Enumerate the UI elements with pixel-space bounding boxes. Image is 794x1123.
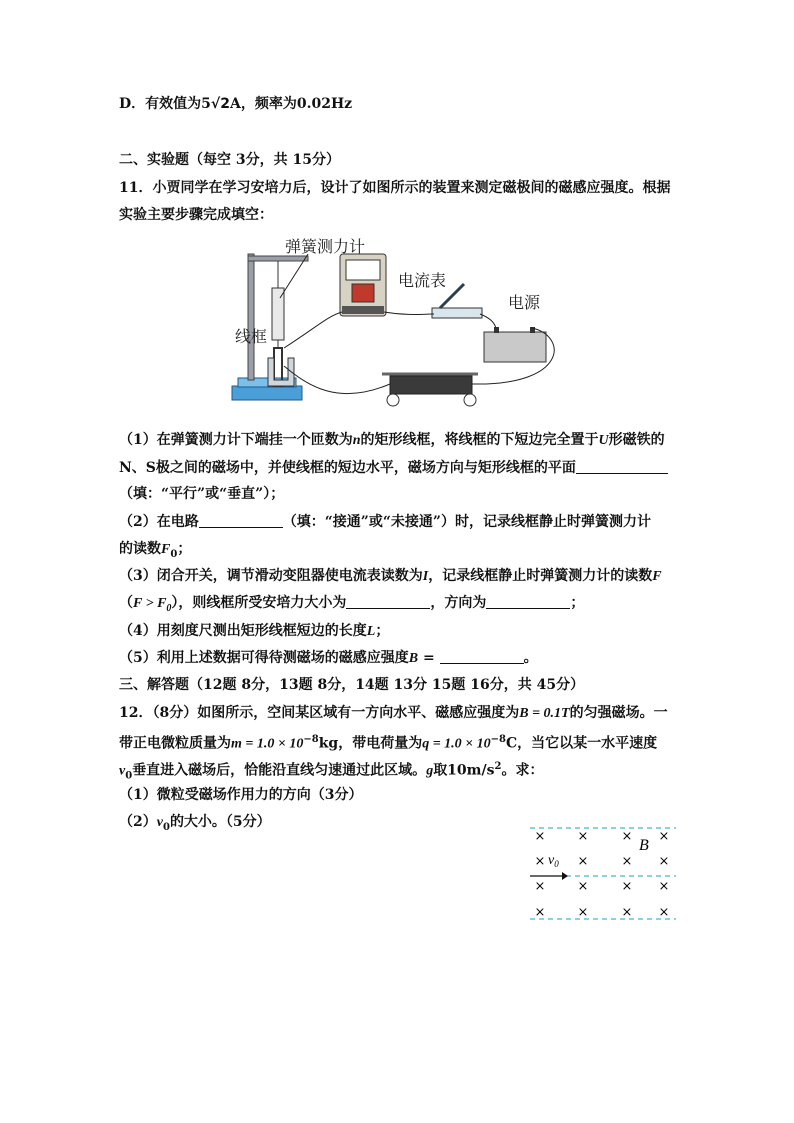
q12-text-g: 。求： <box>501 762 544 779</box>
q12-mass-exponent: −8 <box>303 734 319 745</box>
field-label-b: B <box>639 837 649 854</box>
field-crosses <box>535 829 670 920</box>
ammeter-dial <box>346 260 380 280</box>
q12-text-c: 带正电微粒质量为 <box>119 735 231 752</box>
q11-s2-var-f: F <box>161 542 171 557</box>
field-cross: × <box>658 905 670 920</box>
q11-s1-text-b: 的矩形线框，将线框的下短边完全置于 <box>360 432 599 448</box>
q12-line2 <box>119 730 657 755</box>
field-cross: × <box>658 829 670 844</box>
q11-step5 <box>119 648 538 669</box>
option-d <box>119 94 352 114</box>
switch-base <box>432 308 482 318</box>
label-spring-scale: 弹簧测力计 <box>285 237 366 256</box>
q11-step1-line2 <box>119 458 668 478</box>
spring-scale <box>272 288 284 340</box>
q11-s3-paren-open: （ <box>119 595 133 611</box>
field-cross: × <box>658 879 670 894</box>
q12-v0-var: v <box>119 763 126 779</box>
q12-text-f: 垂直进入磁场后，恰能沿直线匀速通过此区域。 <box>132 762 427 779</box>
q12-charge-exponent: −8 <box>490 734 507 745</box>
q11-s2-sub: 0 <box>170 548 178 560</box>
velocity-arrowhead <box>562 872 568 880</box>
q12-g-var: g <box>426 763 434 779</box>
q12-mass-value: m = 1.0 × 10 <box>231 736 304 752</box>
q11-s1-text-a: （1）在弹簧测力计下端挂一个匝数为 <box>119 432 353 448</box>
wire-coil-ammeter <box>284 312 342 348</box>
q11-blank-4[interactable] <box>486 594 570 609</box>
field-cross: × <box>534 829 546 844</box>
stand-arm <box>248 256 308 261</box>
wire-ammeter-switch <box>384 312 434 315</box>
q11-s2-text-b: （填：“接通”或“未接通”）时，记录线框静止时弹簧测力计 <box>282 514 651 530</box>
q11-step3-line2 <box>119 593 584 619</box>
q11-s3-condition: F > F <box>133 596 167 611</box>
q12-sub2 <box>119 812 271 838</box>
q11-blank-3[interactable] <box>346 594 430 609</box>
q11-s2-text-a: （2）在电路 <box>119 514 199 530</box>
magnetic-field-figure <box>528 826 678 922</box>
q12-line3 <box>119 757 543 786</box>
stand-pole <box>248 254 254 380</box>
q12-sub2-text: 的大小。（5分） <box>169 814 271 830</box>
ammeter-core <box>352 284 374 302</box>
q12-v0-sub: 0 <box>125 770 133 782</box>
q11-step3-line1 <box>119 566 662 587</box>
field-cross: × <box>577 879 589 894</box>
q12-field-value: B = 0.1T <box>519 706 570 721</box>
section-2-heading: 二、实验题（每空 3分，共 15分） <box>119 152 340 168</box>
field-cross: × <box>577 829 589 844</box>
velocity-label <box>548 853 559 869</box>
q11-blank-5[interactable] <box>440 649 524 664</box>
field-cross: × <box>621 905 633 920</box>
option-d-prefix: D．有效值为5 <box>119 96 211 112</box>
q11-stem-line1: 11．小贾同学在学习安培力后，设计了如图所示的装置来测定磁极间的磁感应强度。根据 <box>119 180 671 196</box>
q12-text-a: 12．（8分）如图所示，空间某区域有一方向水平、磁感应强度为 <box>119 705 520 721</box>
stand-base <box>232 386 302 400</box>
rheostat-leg-left <box>387 394 399 406</box>
option-d-suffix: A，频率为0.02Hz <box>229 96 353 112</box>
power-supply <box>484 332 546 362</box>
q12-line1 <box>119 703 668 724</box>
label-coil: 线框 <box>235 327 268 346</box>
q11-s1-text-c: 形磁铁的 <box>608 432 665 448</box>
q12-sub2-prefix: （2） <box>119 814 157 830</box>
q11-s3-text-c: ），则线框所受安培力大小为 <box>171 595 347 611</box>
q11-s2-line2-text: 的读数 <box>119 541 161 557</box>
q11-s4-var-l: L <box>366 624 376 639</box>
q12-text-d: kg，带电荷量为 <box>318 735 423 752</box>
q11-step1-line3: （填：“平行”或“垂直”）； <box>119 486 285 502</box>
q11-s2-end: ； <box>177 541 192 557</box>
q11-step2-line1 <box>119 512 651 532</box>
rheostat <box>390 376 472 394</box>
q11-s4-text: （4）用刻度尺测出矩形线框短边的长度 <box>119 623 367 639</box>
field-cross: × <box>534 854 546 869</box>
field-cross: × <box>577 905 589 920</box>
section-3-heading: 三、解答题（12题 8分，13题 8分，14题 13分 15题 16分，共 45分） <box>119 677 585 693</box>
label-power: 电源 <box>508 293 541 312</box>
field-cross: × <box>621 879 633 894</box>
q11-s1-line2-text: N、S极之间的磁场中，并使线框的短边水平，磁场方向与矩形线框的平面 <box>119 460 576 476</box>
rheostat-leg-right <box>464 394 476 406</box>
q11-s1-var-n: n <box>352 433 361 448</box>
q11-s3-text-e: ； <box>570 595 585 611</box>
field-cross: × <box>658 854 670 869</box>
q12-sub1: （1）微粒受磁场作用力的方向（3分） <box>119 787 363 803</box>
field-cross: × <box>534 905 546 920</box>
field-cross: × <box>621 829 633 844</box>
q12-g-value: 取10m/s <box>433 762 495 779</box>
q11-s4-end: ； <box>375 623 390 639</box>
q11-step2-line2 <box>119 539 191 565</box>
q11-s5-end: 。 <box>523 650 538 666</box>
velocity-label-var: v <box>548 853 555 868</box>
q12-text-b: 的匀强磁场。一 <box>569 705 668 721</box>
q11-stem-line2: 实验主要步骤完成填空： <box>119 207 273 223</box>
field-cross: × <box>534 879 546 894</box>
q11-s5-text: （5）利用上述数据可得待测磁场的磁感应强度 <box>119 650 409 666</box>
experiment-apparatus-figure <box>228 236 580 414</box>
power-terminal-left <box>494 327 499 333</box>
q11-s5-var-b: B <box>408 651 419 666</box>
q11-s1-var-u: U <box>598 433 609 448</box>
q12-charge-value: q = 1.0 × 10 <box>422 736 491 752</box>
q12-text-e: C，当它以某一水平速度 <box>506 735 658 752</box>
option-d-sqrt: √2 <box>210 96 230 112</box>
q12-sub2-sub: 0 <box>162 821 170 833</box>
q11-blank-2[interactable] <box>199 513 283 528</box>
q11-s3-var-i: I <box>422 569 429 584</box>
q11-step1-line1 <box>119 430 665 451</box>
q12-g-exponent: 2 <box>494 761 502 772</box>
field-cross: × <box>621 854 633 869</box>
q11-s3-condition-sub: 0 <box>166 602 172 614</box>
ammeter-terminals <box>342 306 384 314</box>
q12-sub2-var: v <box>156 815 163 830</box>
label-ammeter: 电流表 <box>398 271 447 290</box>
q11-s3-text-a: （3）闭合开关，调节滑动变阻器使电流表读数为 <box>119 568 423 584</box>
q11-s3-text-b: ，记录线框静止时弹簧测力计的读数 <box>428 568 653 584</box>
q11-s5-equals: = <box>418 650 440 666</box>
q11-blank-1[interactable] <box>576 459 668 474</box>
q11-s3-var-f: F <box>652 569 662 584</box>
q11-s3-text-d: ，方向为 <box>430 595 487 611</box>
field-cross: × <box>577 854 589 869</box>
velocity-label-sub: 0 <box>554 859 559 869</box>
q11-step4 <box>119 621 389 642</box>
